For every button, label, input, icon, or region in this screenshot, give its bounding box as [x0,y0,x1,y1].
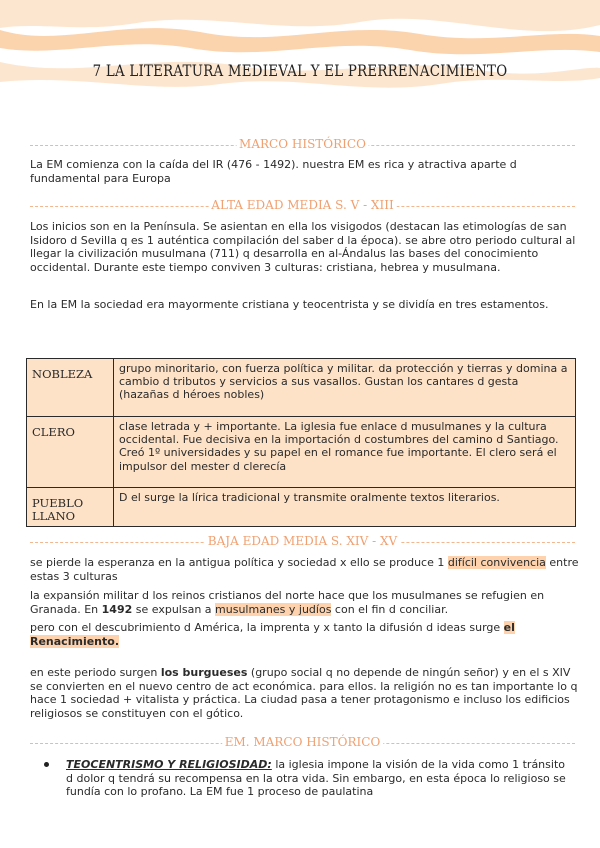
baja-paragraph-2: la expansión militar d los reinos cristianos del norte hace que los musulmanes se refugien en Granada. En 1492 se expulsan a musulmanes y judíos con el fin d conciliar. [30,589,545,616]
table-key: CLERO [27,417,114,488]
baja-paragraph-4: en este periodo surgen los burgueses (grupo social q no depende de ningún señor) y en el s XIV se convierten en el nuevo centro de act económica. para ellos. la religión no es tan importante lo q hace 1 sociedad + vitalista y práctica. La ciudad pasa a tener protagonismo e incluso los edificios religiosos se constituyen con el gótico. [30,666,578,720]
section-heading-marco-historico: MARCO HISTÓRICO [30,137,575,153]
bullet-item: TEOCENTRISMO Y RELIGIOSIDAD: la iglesia impone la visión de la vida como 1 tránsito d dolor q tendrá su recompensa en la otra vida. Sin embargo, en esta época lo religioso se fundía con lo profano. La EM fue 1 proceso de paulatina [66,758,566,799]
decorative-waves [0,0,600,110]
baja-paragraph-1: se pierde la esperanza en la antigua política y sociedad x ello se produce 1 difícil convivencia entre estas 3 culturas [30,556,579,583]
table-value: grupo minoritario, con fuerza política y militar. da protección y tierras y domina a cambio d tributos y servicios a sus vasallos. Gustan los cantares d gesta (hazañas d héroes nobles) [114,359,576,417]
marco-paragraph: La EM comienza con la caída del IR (476 - 1492). nuestra EM es rica y atractiva aparte d fundamental para Europa [30,158,517,185]
alta-paragraph-2: En la EM la sociedad era mayormente cristiana y teocentrista y se dividía en tres estamentos. [30,298,549,311]
table-value: D el surge la lírica tradicional y transmite oralmente textos literarios. [114,488,576,527]
section-heading-alta-edad-media: ALTA EDAD MEDIA S. V - XIII [30,198,575,214]
section-heading-baja-edad-media: BAJA EDAD MEDIA S. XIV - XV [30,534,575,550]
baja-paragraph-3: pero con el descubrimiento d América, la imprenta y x tanto la difusión d ideas surge el Renacimiento. [30,621,515,648]
table-row [27,417,576,488]
alta-paragraph-1: Los inicios son en la Península. Se asientan en ella los visigodos (destacan las etimologías de san Isidoro d Sevilla q es 1 auténtica compilación del saber d la época). se abre otro periodo cultural al llegar la civilización musulmana (711) q desarrolla en al-Ándalus las bases del conocimiento occidental. Durante este tiempo conviven 3 culturas: cristiana, hebrea y musulmana. [30,220,576,274]
section-heading-em-marco-historico: EM. MARCO HISTÓRICO [30,735,575,751]
bullet-icon [44,762,49,767]
table-key: NOBLEZA [27,359,114,417]
table-row [27,359,576,417]
table-value: clase letrada y + importante. La iglesia fue enlace d musulmanes y la cultura occidental. Fue decisiva en la importación d costumbres del camino d Santiago. Creó 1º universidades y su papel en el romance fue importante. El clero será el impulsor del mester d clerecía [114,417,576,488]
table-row [27,488,576,527]
estamentos-table [26,358,576,527]
page-title: 7 LA LITERATURA MEDIEVAL Y EL PRERRENACIMIENTO [92,62,508,80]
table-key: PUEBLO LLANO [27,488,114,527]
